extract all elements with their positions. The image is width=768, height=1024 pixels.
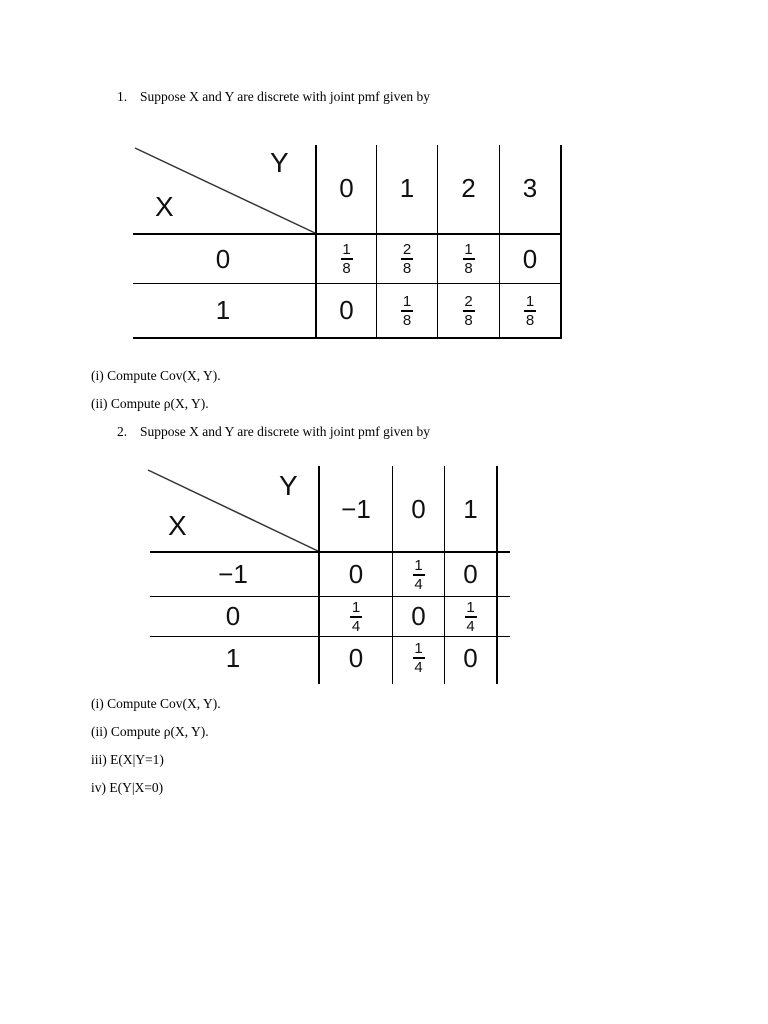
- table-1-cell: [500, 284, 560, 337]
- fraction: $\frac{1}{4}$: [414, 640, 423, 676]
- joint-pmf-table-1: [133, 143, 565, 341]
- table-1-x-value: 1: [215, 295, 231, 325]
- table-1-y-value: 0: [339, 172, 354, 203]
- table-2-x-value: 0: [225, 601, 241, 631]
- fraction: $\frac{1}{4}$: [466, 598, 475, 635]
- table-1-cell: [438, 284, 499, 337]
- question-2-part-i: (i) Compute Cov(X, Y).: [91, 696, 221, 711]
- table-1-cell: [377, 284, 437, 337]
- question-2-number: 2.: [117, 424, 128, 439]
- table-1-cell: 0: [339, 295, 354, 325]
- table-2-y-label: Y: [279, 470, 298, 501]
- table-1-cell: [317, 235, 376, 283]
- question-1-part-ii: (ii) Compute ρ(X, Y).: [91, 396, 209, 411]
- table-1-y-value: 2: [461, 172, 476, 203]
- question-2-part-iii: iii) E(X|Y=1): [91, 752, 164, 767]
- fraction: $\frac{1}{8}$: [525, 292, 535, 329]
- question-2-part-ii: (ii) Compute ρ(X, Y).: [91, 724, 209, 739]
- question-2-text: Suppose X and Y are discrete with joint pmf given by: [140, 424, 430, 439]
- fraction: $\frac{1}{4}$: [351, 598, 361, 635]
- question-1-part-i: (i) Compute Cov(X, Y).: [91, 368, 221, 383]
- table-1-cell: 0: [522, 243, 538, 274]
- table-1-cell: [438, 235, 499, 283]
- table-1-y-value: 3: [522, 172, 538, 203]
- table-2-y-value: −1: [341, 493, 371, 524]
- table-2-cell: [320, 597, 392, 636]
- question-1-text: Suppose X and Y are discrete with joint pmf given by: [140, 89, 430, 104]
- table-2-x-value: −1: [218, 559, 248, 589]
- table-2-cell: 0: [463, 559, 478, 589]
- table-2-x-label: X: [168, 510, 187, 541]
- table-2-vline: [496, 466, 498, 684]
- table-1-cell: [377, 235, 437, 283]
- fraction: $\frac{1}{4}$: [414, 556, 423, 593]
- table-1-x-label: X: [155, 191, 174, 222]
- table-2-y-value: 0: [411, 493, 426, 524]
- table-2-cell: 0: [463, 642, 478, 673]
- fraction: $\frac{1}{8}$: [464, 241, 473, 277]
- question-2-part-iv: iv) E(Y|X=0): [91, 780, 164, 795]
- table-2-cell: [393, 637, 444, 679]
- fraction: $\frac{2}{8}$: [464, 292, 473, 329]
- table-1-x-value: 0: [215, 243, 231, 274]
- fraction: $\frac{1}{8}$: [402, 292, 412, 329]
- table-2-cell: [445, 597, 496, 636]
- table-2-cell: 0: [348, 559, 364, 589]
- table-2-y-value: 1: [463, 493, 478, 524]
- table-2-x-value: 1: [225, 642, 241, 673]
- table-1-y-label: Y: [270, 147, 289, 178]
- table-2-cell: 0: [411, 601, 426, 631]
- table-2-cell: [393, 553, 444, 596]
- fraction: $\frac{2}{8}$: [402, 241, 412, 277]
- fraction: $\frac{1}{8}$: [342, 241, 351, 277]
- table-1-y-value: 1: [399, 172, 415, 203]
- table-1-vline: [560, 145, 562, 339]
- table-1-hline: [133, 337, 562, 339]
- table-2-cell: 0: [348, 642, 364, 673]
- joint-pmf-table-2: [146, 464, 516, 686]
- question-1-number: 1.: [117, 89, 128, 104]
